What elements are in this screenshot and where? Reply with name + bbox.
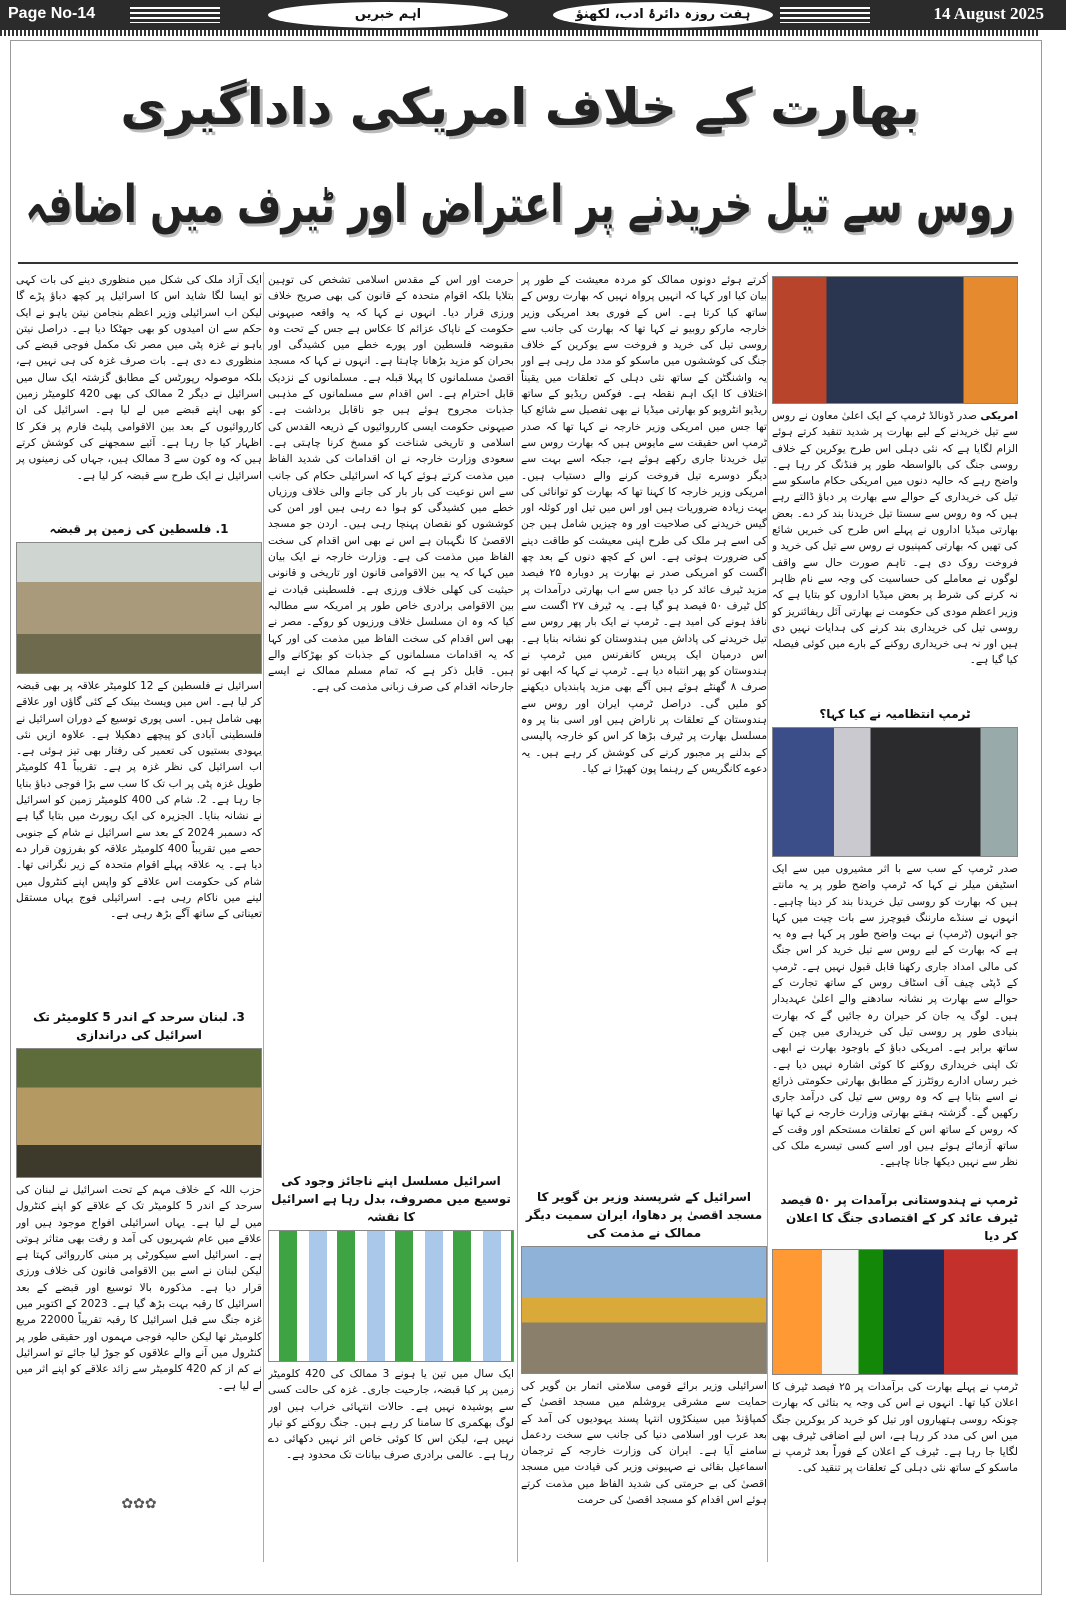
stephen-miller-photo xyxy=(772,727,1018,857)
article-paragraph xyxy=(772,408,1018,701)
paragraph-text: صدر ڈونالڈ ٹرمپ کے ایک اعلیٰ معاون نے روس سے تیل خریدنے کے لیے بھارت پر شدید تنقید کرتے ہوئے الزام لگایا ہے کہ نئی دہلی اس طرح یوکرین کے خلاف روسی جنگ کی بالواسطہ طور پر فنڈنگ کر رہا ہے۔ واضح رہے کہ حالیہ دنوں میں امریکی حکام ماسکو سے تیل کی خریداری کے حوالے سے بھارت پر دباؤ ڈالتے رہے ہیں کہ وہ روس سے سستا تیل خریدنا بند کر دے۔ بعض بھارتی میڈیا اداروں نے پہلے اس طرح کی خبریں شائع کی تھیں کہ بھارتی کمپنیوں نے روس سے تیل کی خرید و فروخت روک دی ہے۔ تاہم صورت حال سے واقف لوگوں نے معاملے کی حساسیت کی وجہ سے نام ظاہر نہ کرنے کی شرط پر بعض میڈیا اداروں کو بتایا ہے کہ وزیر اعظم مودی کی حکومت نے بھارتی آئل ریفائنریز کو روسی تیل کی خریداری بند کرنے کی ہدایات نہیں دی ہیں اور نہ ہی خریداری روکنے کے بارے میں کوئی فیصلہ کیا گیا ہے۔ xyxy=(772,410,1018,667)
article-paragraph: اسرائیلی وزیر برائے قومی سلامتی اتمار بن گویر کی حمایت سے مشرقی یروشلم میں مسجد اقصیٰ کے کمپاؤنڈ میں سینکڑوں انتہا پسند یہودیوں کی آمد کے بعد عرب اور اسلامی دنیا کی جانب سے سخت ردعمل سامنے آیا ہے۔ ایران کی وزارت خارجہ کے ترجمان اسماعیل بقائی نے صہیونی وزیر کی قیادت میں مسجد اقصیٰ کی بے حرمتی کی شدید الفاظ میں مذمت کرتے ہوئے اس اقدام کو مسجد اقصیٰ کی حرمت xyxy=(521,1380,767,1507)
dotted-divider xyxy=(0,30,1040,36)
headline-line2-box xyxy=(20,160,1020,250)
israel-map-graphic xyxy=(268,1230,514,1362)
article-paragraph: ٹرمپ نے پہلے بھارت کی برآمدات پر ۲۵ فیصد ٹیرف کا اعلان کیا تھا۔ انہوں نے اس کی وجہ یہ بتائی کہ بھارت چونکہ روسی ہتھیاروں اور تیل کو خرید کر یوکرین جنگ میں اس کی مدد کر رہا ہے، اس لیے اضافی ٹیرف بھی لگایا جا رہا ہے۔ ٹیرف کے اعلان کے فوراً بعد ٹرمپ نے ماسکو کے ساتھ نئی دہلی کے تعلقات پر تنقید کی۔ xyxy=(772,1381,1018,1475)
decorative-lines xyxy=(130,7,220,23)
article-paragraph: حرمت اور اس کے مقدس اسلامی تشخص کی توہین بتلایا بلکہ اقوام متحدہ کے قانون کی بھی صریح خلاف ورزی قرار دیا۔ انہوں نے کہا کہ یہ واقعہ صیہونی حکومت کے ناپاک عزائم کا عکاس ہے جس کے تحت وہ مقبوضہ فلسطین اور پورے خطے میں کشیدگی اور بحران کو مزید بڑھانا چاہتا ہے۔ انہوں نے کہا کہ مسجد اقصیٰ مسلمانوں کا پہلا قبلہ ہے۔ مسلمانوں کے نزدیک قابل احترام ہے۔ اس اقدام سے مسلمانوں کے مذہبی جذبات مجروح ہوئے ہیں جو ناقابل برداشت ہے۔ صیہونی حکومت ایسی کارروائیوں کے ذریعہ القدس کی اسلامی و تاریخی شناخت کو مسخ کرنا چاہتی ہے۔ سعودی وزارت خارجہ نے ان اقدامات کی شدید الفاظ میں مذمت کرتے ہوئے کہا کہ اسرائیلی حکام کی جانب سے اس نوعیت کی بار بار کی جانے والی خلاف ورزیاں خطے میں کشیدگی کو ہوا دے رہی ہیں اور امن کی کوششوں کو نقصان پہنچا رہی ہیں۔ اردن جو مسجد الاقصیٰ کا نگہبان ہے اس نے بھی اس اقدام کی سخت الفاظ میں مذمت کی ہے۔ وزارت خارجہ نے ایک بیان میں کہا کہ یہ بین الاقوامی قانون اور تاریخی و قانونی حیثیت کی کھلی خلاف ورزی ہے۔ فلسطینی قیادت نے بین الاقوامی برادری خاص طور پر امریکہ سے مطالبہ کیا کہ وہ ان مسلسل خلاف ورزیوں کو روکے۔ مصر نے بھی اس اقدام کی سخت الفاظ میں مذمت کی اور کہا کہ یہ اقدامات مسلمانوں کے جذبات کو بھڑکانے والے ہیں۔ قابل ذکر ہے کہ تمام مسلم ممالک نے ایسے جارحانہ اقدام کی صرف زبانی مذمت کی ہے۔ xyxy=(268,274,514,694)
subheading: 1. فلسطین کی زمین پر قبضہ xyxy=(49,522,229,536)
al-aqsa-mosque-photo xyxy=(521,1246,767,1374)
issue-date: 14 August 2025 xyxy=(933,4,1044,23)
top-bar xyxy=(0,0,1066,30)
subheading: 3. لبنان سرحد کے اندر 5 کلومیٹر تک اسرائیل کی دراندازی xyxy=(33,1010,245,1042)
article-paragraph: اسرائیل نے فلسطین کے 12 کلومیٹر علاقہ پر بھی قبضہ کر لیا ہے۔ اس میں ویسٹ بینک کے کئی گاؤں اور علاقے بھی شامل ہیں۔ اسی پوری توسیع کے دوران اسرائیل نے فلسطینی آبادی کو پیچھے دھکیلا ہے۔ علاوہ ازیں نئی یہودی بستیوں کی تعمیر کی رفتار بھی تیز ہوئی ہے۔ اب اسرائیل کی نظر غزہ پر ہے۔ تقریباً 41 کلومیٹر طویل غزہ پٹی پر اب تک کا سب سے بڑا فوجی دباؤ بنایا جا رہا ہے۔ 2. شام کی 400 کلومیٹر زمین کو اسرائیل نے نشانہ بنایا۔ الجزیرہ کی ایک رپورٹ میں بتایا گیا ہے کہ دسمبر 2024 کے بعد سے اسرائیل نے شام کے جنوبی حصے میں تقریباً 400 کلومیٹر علاقہ کو بفرزون قرار دے دیا ہے۔ یہ علاقہ پہلے اقوام متحدہ کے زیر نگرانی تھا۔ شام کی حکومت اس علاقے کو واپس اپنے کنٹرول میں لینے میں ناکام رہی ہے۔ اسرائیلی فوج یہاں مستقل تعیناتی کے ساتھ آگے بڑھ رہی ہے۔ xyxy=(16,680,262,921)
headline-rule xyxy=(18,262,1018,264)
decorative-lines xyxy=(780,7,870,23)
column-2 xyxy=(268,272,514,1562)
column-divider xyxy=(263,272,264,1562)
column-4 xyxy=(772,272,1018,1562)
subheading: اسرائیل کے شرپسند وزیر بن گویر کا مسجد اقصیٰ پر دھاوا، ایران سمیت دیگر ممالک نے مذمت کی xyxy=(525,1190,763,1240)
article-paragraph: صدر ٹرمپ کے سب سے با اثر مشیروں میں سے ایک اسٹیفن میلر نے کہا کہ ٹرمپ واضح طور پر یہ مانتے ہیں کہ بھارت کو روسی تیل خریدنا بند کر دینا چاہیے۔ انہوں نے سنڈے مارننگ فیوچرز سے بات چیت میں کہا جو انہوں (ٹرمپ) نے بہت واضح طور پر کہا ہے وہ یہ ہے کہ بھارت کے لیے روس سے تیل خرید کر اس جنگ کی مالی امداد جاری رکھنا قابل قبول نہیں ہے۔ ٹرمپ کے ڈپٹی چیف آف اسٹاف روس کے ساتھ تجارت کے حوالے سے بھارت پر نشانہ سادھنے والے اعلیٰ عہدیدار ہیں۔ لوگ یہ جان کر حیران رہ جائیں گے کہ بھارت بنیادی طور پر روسی تیل کی خریداری میں چین کے ساتھ برابر ہے۔ امریکی دباؤ کے باوجود بھارت نے ابھی تک اپنی خریداری روکنے کا کوئی اشارہ نہیں دیا ہے۔ خبر رساں ادارے روئٹرز کے مطابق بھارتی حکومتی ذرائع نے اسے بتایا ہے کہ وہ روس سے تیل کی درآمد جاری رکھیں گے۔ گزشتہ ہفتے بھارتی وزارت خارجہ نے کہا تھا کہ روس کے ساتھ اس کے تعلقات مستحکم اور وقت کے ساتھ آزمائے ہوئے ہیں اور اسے کسی تیسرے ملک کی نظر سے نہیں دیکھا جانا چاہیے۔ xyxy=(772,863,1018,1169)
headline-line1-box xyxy=(20,62,1020,152)
west-bank-photo xyxy=(16,542,262,674)
lead-word: امریکی xyxy=(980,410,1018,422)
article-paragraph: ایک آزاد ملک کی شکل میں منظوری دینے کی بات کہی تو ایسا لگا شاید اس کا اسرائیل پر کچھ دباؤ پڑے گا لیکن اب اسرائیلی وزیر اعظم بنجامن نیتن یاہو نے ایک حکم سے ان امیدوں کو بھی جھٹکا دیا ہے۔ دراصل نیتن یاہو نے غزہ پٹی میں مصر تک مکمل فوجی قبضے کی منظوری دے دی ہے۔ بات صرف غزہ کی ہی نہیں ہے، بلکہ موصولہ رپورٹس کے مطابق گزشتہ ایک سال میں اسرائیل نے دیگر 2 ممالک کی بھی 420 کلومیٹر زمین کو بھی اپنے قبضے میں لے لیا ہے۔ اسرائیل کی ان کارروائیوں کے بعد بین الاقوامی پلیٹ فارم پر فکر کا اظہار کیا جا رہا ہے۔ آئیے سمجھنے کی کوشش کرتے ہیں کہ وہ کون سے 3 ممالک ہیں، جہاں کی زمینوں پر اسرائیل نے ایک طرح سے قبضہ کر لیا ہے۔ xyxy=(16,274,262,482)
article-paragraph: کرتے ہوئے دونوں ممالک کو مردہ معیشت کے طور پر بیان کیا اور کہا کہ انہیں پرواہ نہیں کہ بھارت روس کے ساتھ کیا کرتا ہے۔ اس کے فوری بعد امریکی وزیر خارجہ مارکو روبیو نے کہا تھا کہ بھارت کی جانب سے روسی تیل کی خرید و فروخت سے یوکرین کے خلاف جنگ کی کوششوں میں ماسکو کو مدد مل رہی ہے اور یہ واشنگٹن کے ساتھ نئی دہلی کے تعلقات میں یقیناً اختلاف کا ایک اہم نقطہ ہے۔ فوکس ریڈیو کے ساتھ ریڈیو انٹرویو کو بھارتی میڈیا نے بھی تفصیل سے شائع کیا تھا جس میں امریکی وزیر خارجہ نے کہا تھا کہ صدر ٹرمپ اس حقیقت سے مایوس ہیں کہ بھارت روس سے تیل خریدنا جاری رکھے ہوئے ہے، جبکہ اسے بہت سے دیگر دوسرے تیل فروخت کرنے والے دستیاب ہیں۔ امریکی وزیر خارجہ کا کہنا تھا کہ بھارت کو توانائی کی بہت زیادہ ضروریات ہیں اور اس میں تیل اور کوئلہ اور گیس خریدنے کی صلاحیت اور وہ چیزیں شامل ہیں جن کی اسے ہر ملک کی طرح اپنی معیشت کو طاقت دینے کی ضرورت ہوتی ہے۔ اس کے کچھ دنوں کے بعد چھ اگست کو امریکی صدر نے بھارت پر دوبارہ ۲۵ فیصد مزید ٹیرف عائد کر دیا جس سے اب بھارتی درآمدات پر کل ٹیرف ۵۰ فیصد ہو گیا ہے۔ یہ ٹیرف ۲۷ اگست سے نافذ ہونے کی امید ہے۔ ٹرمپ نے ایک بار پھر روس سے تیل خریدنے کی پاداش میں ہندوستان کو نشانہ بنایا ہے۔ اس درمیان ایک پریس کانفرنس میں ٹرمپ نے ہندوستان کو پھر انتباہ دیا ہے۔ ٹرمپ نے کہا کہ ابھی تو صرف ۸ گھنٹے ہوئے ہیں آگے بھی مزید پابندیاں دیکھنے کو ملیں گی۔ دراصل ٹرمپ ایران اور روس سے ہندوستان کے تعلقات پر ناراض ہیں اور اسی بنا پر وہ مسلسل بھارت پر ٹیرف بڑھا کر اس کو خارجہ پالیسی کے بدلنے پر مجبور کرنے کی کوشش کر رہے ہیں۔ یہ دعوے کانگریس کے رہنما پون کھیڑا نے کیا۔ xyxy=(521,274,767,775)
ornament: ✿✿✿ xyxy=(121,1496,157,1512)
headline-line1: بھارت کے خلاف امریکی داداگیری xyxy=(120,78,920,136)
column-divider xyxy=(767,272,768,1562)
section-title: اہم خبریں xyxy=(268,2,508,28)
artillery-photo xyxy=(16,1048,262,1178)
column-divider xyxy=(517,272,518,1562)
article-paragraph: ایک سال میں تین یا ہونے 3 ممالک کی 420 کلومیٹر زمین پر کیا قبضہ، جارحیت جاری۔ غزہ کی حالت کسی سے پوشیدہ نہیں ہے۔ حالات انتہائی خراب ہیں اور لوگ بھکمری کا سامنا کر رہے ہیں۔ جنگ روکنے کو تیار نہیں ہے، لیکن اس کا کوئی خاص اثر نہیں دکھائی دے رہا ہے۔ عالمی برادری صرف بیانات تک محدود ہے۔ xyxy=(268,1368,514,1462)
trump-flags-photo xyxy=(772,276,1018,404)
subheading: ٹرمپ نے ہندوستانی برآمدات پر ۵۰ فیصد ٹیرف عائد کر کے اقتصادی جنگ کا اعلان کر دیا xyxy=(780,1193,1018,1243)
subheading: ٹرمپ انتظامیہ نے کیا کہا؟ xyxy=(819,707,971,721)
article-paragraph: حزب اللہ کے خلاف مہم کے تحت اسرائیل نے لبنان کی سرحد کے اندر 5 کلومیٹر تک کے علاقے کو اپنے کنٹرول میں لے لیا ہے۔ یہاں اسرائیلی افواج موجود ہیں اور علاقے میں عام شہریوں کی آمد و رفت بھی متاثر ہوتی ہے۔ اسرائیل اسے سیکورٹی پر مبنی کارروائی کہتا ہے لیکن لبنان نے اسے بین الاقوامی قانون کی خلاف ورزی قرار دیا ہے۔ مذکورہ بالا توسیع اور قبضے کے بعد اسرائیل کا رقبہ بہت بڑھ گیا ہے۔ 2023 کے اکتوبر میں غزہ جنگ سے قبل اسرائیل کا رقبہ تقریباً 22000 مربع کلومیٹر تھا لیکن حالیہ فوجی مہموں اور حقیقی طور پر کنٹرول میں آنے والے علاقوں کو جوڑ لیا جائے تو اسرائیل نے کم از کم 420 کلومیٹر سے زائد علاقے کو اپنے اثر میں لے لیا ہے۔ xyxy=(16,1184,262,1392)
trump-india-flags-photo xyxy=(772,1249,1018,1375)
page-number: Page No-14 xyxy=(8,5,96,22)
headline-line2: روس سے تیل خریدنے پر اعتراض اور ٹیرف میں اضافہ xyxy=(25,175,1015,235)
column-3 xyxy=(521,272,767,1562)
subheading: اسرائیل مسلسل اپنے ناجائز وجود کی توسیع میں مصروف، بدل رہا ہے اسرائیل کا نقشہ xyxy=(271,1174,511,1224)
column-1 xyxy=(16,272,262,1562)
publication-name: ہفت روزہ دائرۂ ادب، لکھنؤ xyxy=(553,2,773,28)
